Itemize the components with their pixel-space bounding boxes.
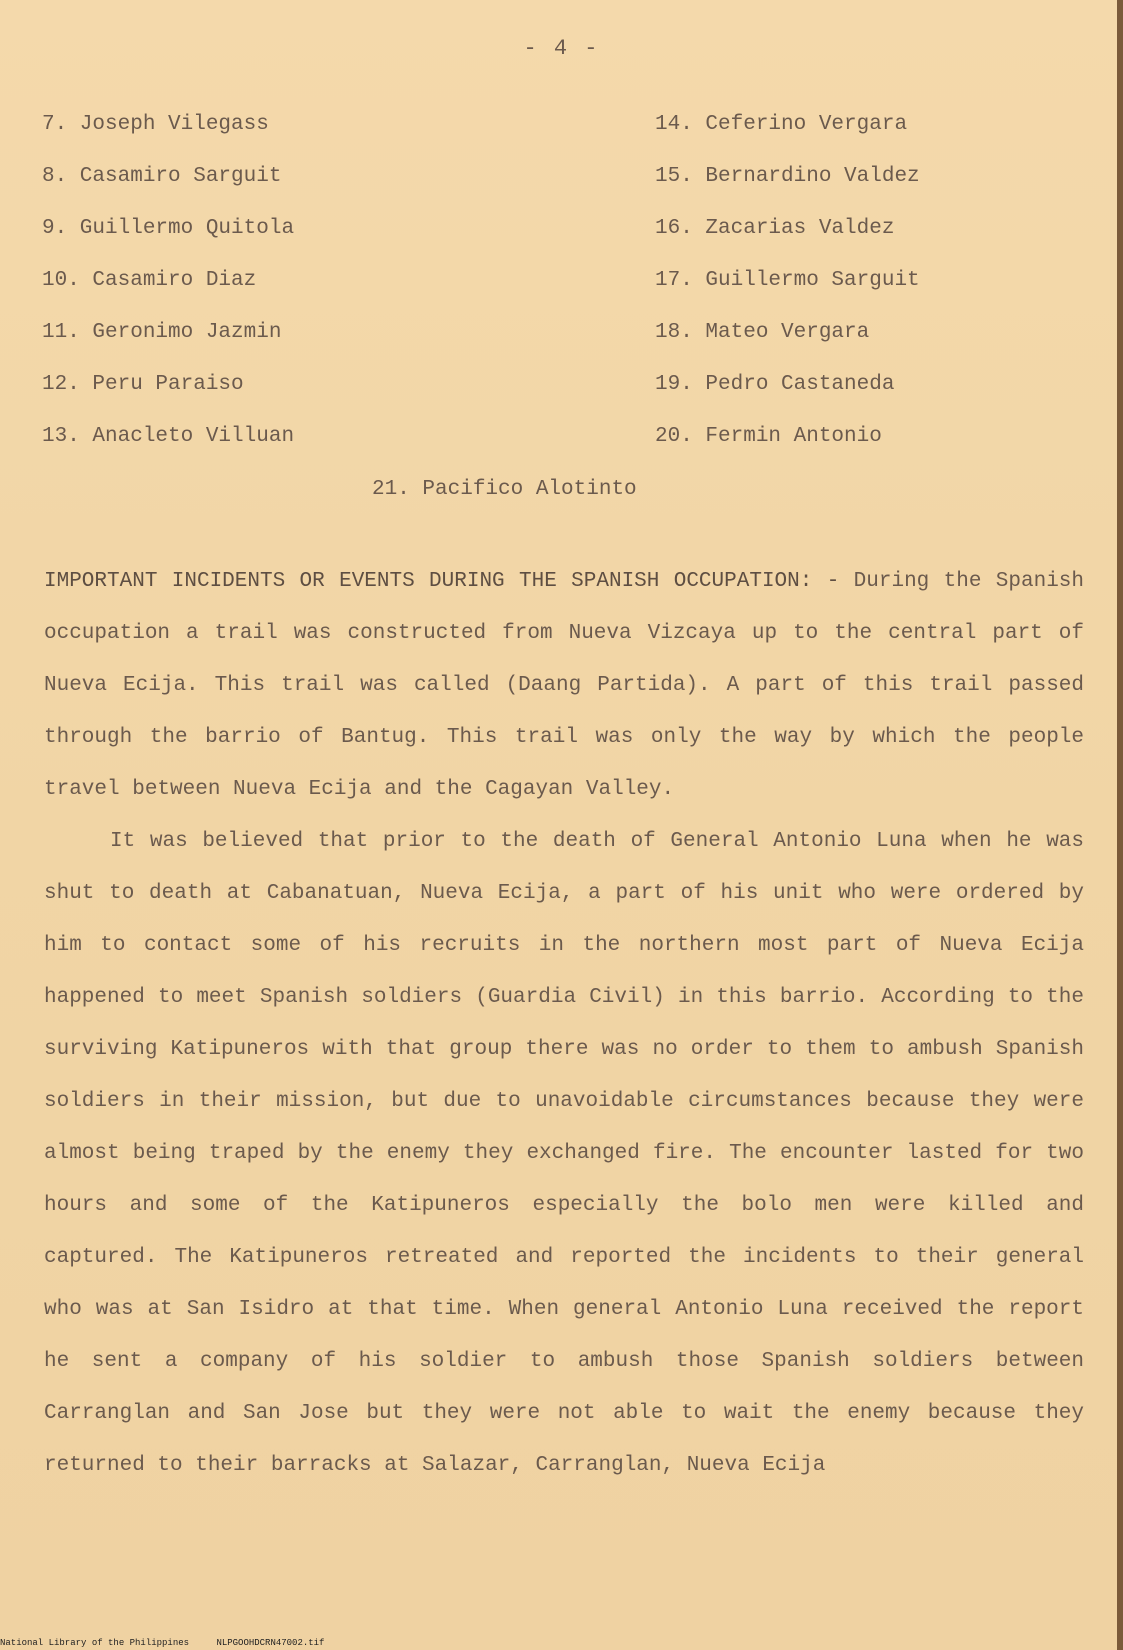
list-item: 10. Casamiro Diaz [42,269,257,292]
list-item: 18. Mateo Vergara [655,321,870,344]
list-item: 9. Guillermo Quitola [42,217,295,240]
section-heading: IMPORTANT INCIDENTS OR EVENTS DURING THE SPANISH OCCUPATION: - [44,570,840,593]
list-item: 17. Guillermo Sarguit [655,269,920,292]
list-item: 16. Zacarias Valdez [655,217,895,240]
list-item-final: 21. Pacifico Alotinto [372,478,637,501]
footer-file-id: NLPGOOHDCRN47002.tif [216,1638,325,1648]
page-number: - 4 - [523,36,600,61]
page-edge [1117,0,1123,1650]
footer-institution: National Library of the Philippines [0,1638,190,1648]
list-item: 14. Ceferino Vergara [655,113,908,136]
list-item: 7. Joseph Vilegass [42,113,269,136]
list-item: 19. Pedro Castaneda [655,373,895,396]
paragraph-2: It was believed that prior to the death of General Antonio Luna when he was shut to death at Cabanatuan, Nueva Ecija, a part of his unit who were ordered by him to contact some of his recruits in the northern most part of Nueva Ecija happened to meet Spanish soldiers (Guardia Civil) in this barrio. According to the surviving Katipuneros with that group there was no order to them to ambush Spanish soldiers in their mission, but due to unavoidable circumstances because they were almost being traped by the enemy they exchanged fire. The encounter lasted for two hours and some of the Katipuneros especially the bolo men were killed and captured. The Katipuneros retreated and reported the incidents to their general who was at San Isidro at that time. When general Antonio Luna received the report he sent a company of his soldier to ambush those Spanish soldiers between Carranglan and San Jose but they were not able to wait the enemy because they returned to their barracks at Salazar, Carranglan, Nueva Ecija [44,830,1084,1477]
paragraph-1 [44,556,1084,816]
name-list-right [655,110,920,474]
list-item: 12. Peru Paraiso [42,373,244,396]
paragraph-1-text: During the Spanish occupation a trail was constructed from Nueva Vizcaya up to the central part of Nueva Ecija. This trail was called (Daang Partida). A part of this trail passed through the barrio of Bantug. This trail was only the way by which the people travel between Nueva Ecija and the Cagayan Valley. [44,570,1085,801]
list-item: 20. Fermin Antonio [655,425,882,448]
list-item: 13. Anacleto Villuan [42,425,295,448]
name-list-left [42,110,294,474]
list-item: 11. Geronimo Jazmin [42,321,282,344]
list-item: 8. Casamiro Sarguit [42,165,282,188]
footer [0,1638,346,1648]
body-text [44,556,1084,1492]
list-item: 15. Bernardino Valdez [655,165,920,188]
